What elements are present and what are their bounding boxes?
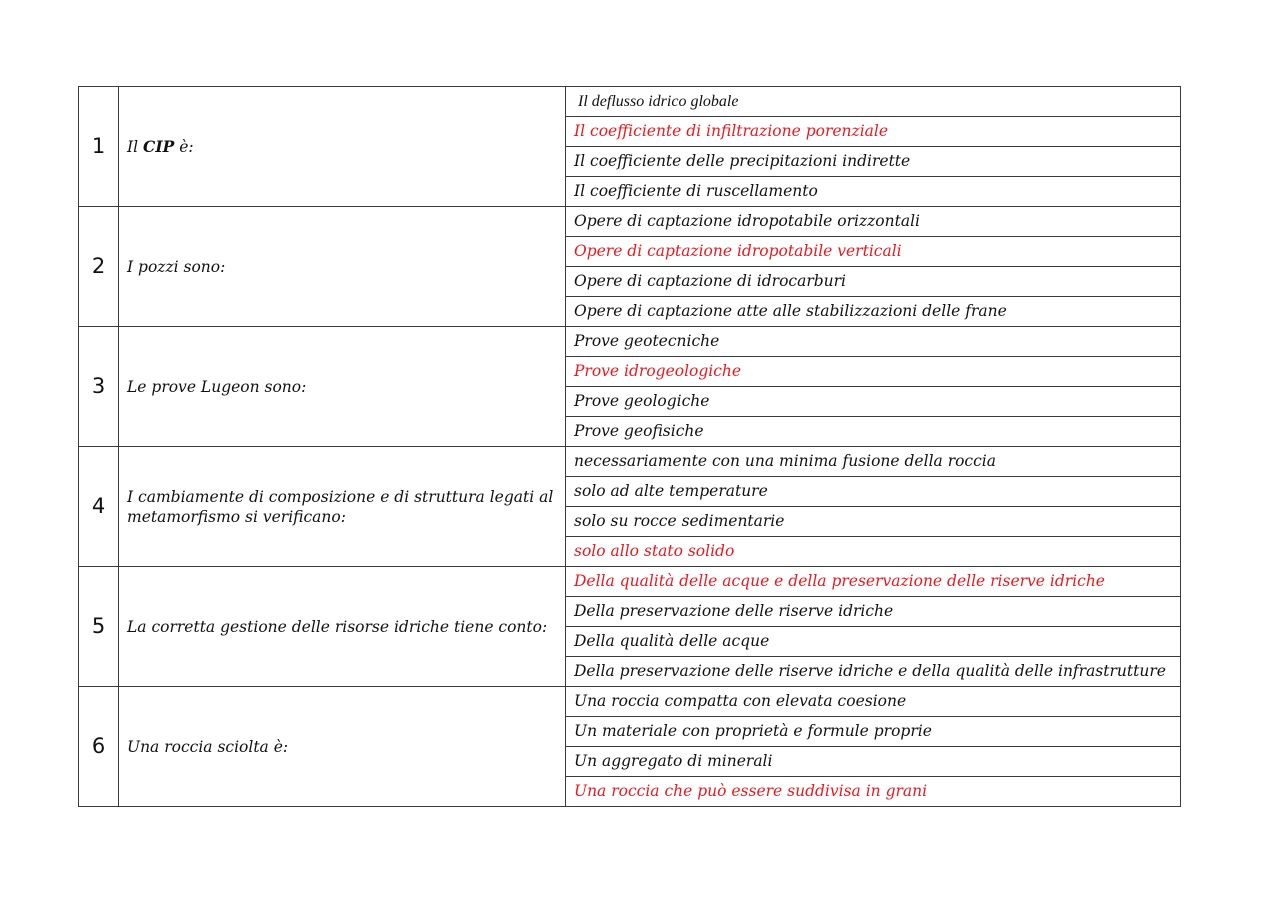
answer-option-correct: Della qualità delle acque e della preservazione delle riserve idriche xyxy=(566,567,1181,597)
answer-option: solo su rocce sedimentarie xyxy=(566,507,1181,537)
question-prompt: I cambiamente di composizione e di struttura legati al metamorfismo si verificano: xyxy=(119,447,566,567)
table-row xyxy=(79,207,1181,237)
question-number: 6 xyxy=(79,687,119,807)
answer-option: Della qualità delle acque xyxy=(566,627,1181,657)
table-row xyxy=(79,87,1181,117)
answer-option: Prove geotecniche xyxy=(566,327,1181,357)
question-prompt-post: è: xyxy=(174,137,194,156)
question-number: 1 xyxy=(79,87,119,207)
answer-option: Della preservazione delle riserve idriche xyxy=(566,597,1181,627)
answer-option-correct: Il coefficiente di infiltrazione porenziale xyxy=(566,117,1181,147)
answer-option: Opere di captazione di idrocarburi xyxy=(566,267,1181,297)
question-prompt: La corretta gestione delle risorse idriche tiene conto: xyxy=(119,567,566,687)
answer-option: Opere di captazione atte alle stabilizzazioni delle frane xyxy=(566,297,1181,327)
question-number: 5 xyxy=(79,567,119,687)
answer-option: Un materiale con proprietà e formule proprie xyxy=(566,717,1181,747)
question-prompt: Una roccia sciolta è: xyxy=(119,687,566,807)
answer-option: Il coefficiente di ruscellamento xyxy=(566,177,1181,207)
table-row xyxy=(79,567,1181,597)
quiz-table-body xyxy=(79,87,1181,807)
answer-option: necessariamente con una minima fusione della roccia xyxy=(566,447,1181,477)
table-row xyxy=(79,687,1181,717)
answer-option: Il deflusso idrico globale xyxy=(566,87,1181,117)
question-prompt: I pozzi sono: xyxy=(119,207,566,327)
answer-option-correct: Prove idrogeologiche xyxy=(566,357,1181,387)
answer-option-correct: Opere di captazione idropotabile verticali xyxy=(566,237,1181,267)
answer-option: Un aggregato di minerali xyxy=(566,747,1181,777)
answer-option: Della preservazione delle riserve idriche e della qualità delle infrastrutture xyxy=(566,657,1181,687)
answer-option: Opere di captazione idropotabile orizzontali xyxy=(566,207,1181,237)
question-number: 3 xyxy=(79,327,119,447)
question-prompt-acronym: CIP xyxy=(143,136,175,156)
table-row xyxy=(79,447,1181,477)
answer-option: Una roccia compatta con elevata coesione xyxy=(566,687,1181,717)
answer-option: Il coefficiente delle precipitazioni indirette xyxy=(566,147,1181,177)
table-row xyxy=(79,327,1181,357)
question-number: 2 xyxy=(79,207,119,327)
answer-option: solo ad alte temperature xyxy=(566,477,1181,507)
answer-option-correct: Una roccia che può essere suddivisa in grani xyxy=(566,777,1181,807)
answer-option-correct: solo allo stato solido xyxy=(566,537,1181,567)
answer-option: Prove geofisiche xyxy=(566,417,1181,447)
question-prompt-pre: Il xyxy=(127,137,144,156)
question-prompt xyxy=(119,87,566,207)
question-prompt: Le prove Lugeon sono: xyxy=(119,327,566,447)
quiz-table xyxy=(78,86,1181,807)
question-number: 4 xyxy=(79,447,119,567)
answer-option: Prove geologiche xyxy=(566,387,1181,417)
